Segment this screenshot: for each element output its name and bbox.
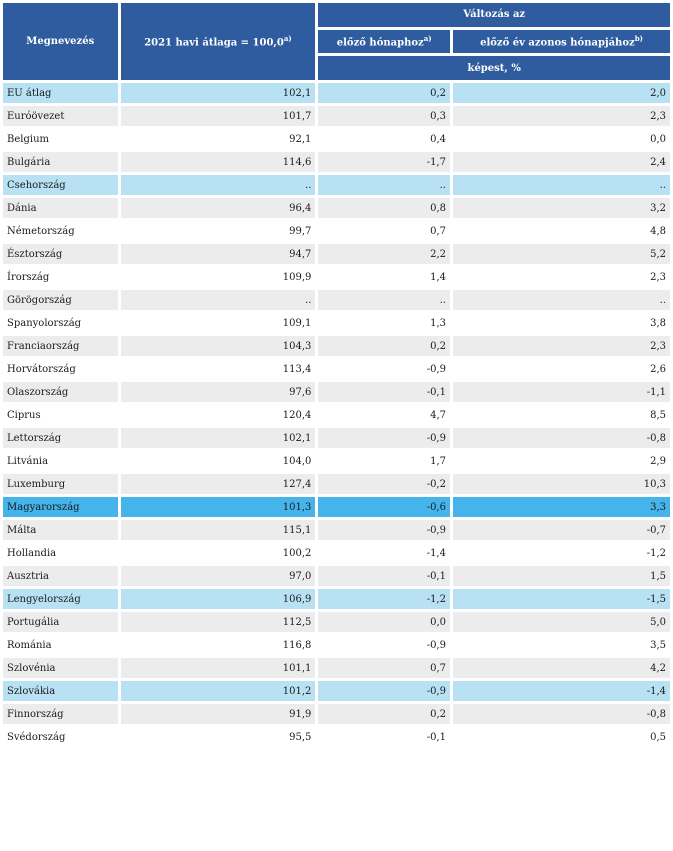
header-prev-year <box>453 30 670 54</box>
table-row <box>3 589 670 609</box>
prev-month-cell: 0,7 <box>318 658 450 678</box>
country-cell: Írország <box>3 267 118 287</box>
index-cell: 91,9 <box>121 704 316 724</box>
country-cell: Németország <box>3 221 118 241</box>
prev-month-cell: 1,4 <box>318 267 450 287</box>
country-cell: Hollandia <box>3 543 118 563</box>
table-row <box>3 428 670 448</box>
prev-year-cell: 3,2 <box>453 198 670 218</box>
country-cell: Magyarország <box>3 497 118 517</box>
table-row <box>3 451 670 471</box>
index-cell: 101,1 <box>121 658 316 678</box>
prev-month-cell: -0,1 <box>318 566 450 586</box>
prev-month-cell: 0,2 <box>318 83 450 103</box>
country-cell: Luxemburg <box>3 474 118 494</box>
prev-month-cell: -1,2 <box>318 589 450 609</box>
index-cell: 96,4 <box>121 198 316 218</box>
header-index-label: 2021 havi átlaga = 100,0 <box>144 37 284 49</box>
table-row <box>3 83 670 103</box>
country-cell: Szlovákia <box>3 681 118 701</box>
table-row <box>3 359 670 379</box>
country-cell: Portugália <box>3 612 118 632</box>
index-cell: 114,6 <box>121 152 316 172</box>
prev-year-cell: 2,3 <box>453 336 670 356</box>
header-name: Megnevezés <box>3 3 118 80</box>
header-index <box>121 3 316 80</box>
table-row <box>3 474 670 494</box>
table-row <box>3 175 670 195</box>
country-cell: Litvánia <box>3 451 118 471</box>
country-cell: Görögország <box>3 290 118 310</box>
prev-month-cell: -1,7 <box>318 152 450 172</box>
prev-year-cell: 2,3 <box>453 106 670 126</box>
country-cell: Svédország <box>3 727 118 747</box>
index-cell: 115,1 <box>121 520 316 540</box>
prev-year-cell: .. <box>453 175 670 195</box>
prev-month-cell: -0,9 <box>318 428 450 448</box>
table-row <box>3 382 670 402</box>
prev-month-cell: 2,2 <box>318 244 450 264</box>
table-row <box>3 267 670 287</box>
table-row <box>3 244 670 264</box>
index-cell: 106,9 <box>121 589 316 609</box>
index-cell: 94,7 <box>121 244 316 264</box>
table-header <box>3 3 670 80</box>
index-cell: 101,3 <box>121 497 316 517</box>
country-cell: Dánia <box>3 198 118 218</box>
prev-year-cell: 0,5 <box>453 727 670 747</box>
prev-month-cell: -0,1 <box>318 382 450 402</box>
prev-month-cell: 4,7 <box>318 405 450 425</box>
prev-month-cell: .. <box>318 175 450 195</box>
index-cell: 92,1 <box>121 129 316 149</box>
header-prev-year-note: b) <box>634 34 643 44</box>
table-row <box>3 129 670 149</box>
country-cell: Finnország <box>3 704 118 724</box>
prev-year-cell: .. <box>453 290 670 310</box>
index-cell: 109,1 <box>121 313 316 333</box>
header-change-group: Változás az <box>318 3 670 27</box>
prev-year-cell: -1,2 <box>453 543 670 563</box>
country-cell: Románia <box>3 635 118 655</box>
country-cell: Málta <box>3 520 118 540</box>
prev-year-cell: -0,8 <box>453 428 670 448</box>
table-row <box>3 727 670 747</box>
table-row <box>3 635 670 655</box>
index-cell: 95,5 <box>121 727 316 747</box>
index-cell: 97,0 <box>121 566 316 586</box>
prev-month-cell: 0,2 <box>318 704 450 724</box>
table-row <box>3 520 670 540</box>
index-cell: 127,4 <box>121 474 316 494</box>
prev-month-cell: -0,9 <box>318 635 450 655</box>
prev-month-cell: 1,3 <box>318 313 450 333</box>
prev-year-cell: 5,0 <box>453 612 670 632</box>
prev-year-cell: 10,3 <box>453 474 670 494</box>
table-row <box>3 221 670 241</box>
header-prev-month-label: előző hónaphoz <box>336 37 424 49</box>
table-row <box>3 658 670 678</box>
prev-year-cell: 8,5 <box>453 405 670 425</box>
country-cell: Franciaország <box>3 336 118 356</box>
country-cell: Spanyolország <box>3 313 118 333</box>
prev-month-cell: 0,4 <box>318 129 450 149</box>
table-row <box>3 106 670 126</box>
prev-year-cell: 2,6 <box>453 359 670 379</box>
prev-year-cell: 3,3 <box>453 497 670 517</box>
country-cell: Észtország <box>3 244 118 264</box>
prev-month-cell: -0,9 <box>318 359 450 379</box>
index-cell: 102,1 <box>121 428 316 448</box>
table-body <box>3 83 670 747</box>
prev-year-cell: 2,0 <box>453 83 670 103</box>
index-cell: 102,1 <box>121 83 316 103</box>
table-row <box>3 612 670 632</box>
prev-month-cell: 0,0 <box>318 612 450 632</box>
header-prev-year-label: előző év azonos hónapjához <box>480 37 635 49</box>
prev-year-cell: -1,1 <box>453 382 670 402</box>
prev-year-cell: -1,4 <box>453 681 670 701</box>
prev-month-cell: -0,9 <box>318 681 450 701</box>
index-cell: 112,5 <box>121 612 316 632</box>
index-cell: 113,4 <box>121 359 316 379</box>
prev-month-cell: -0,2 <box>318 474 450 494</box>
index-cell: 100,2 <box>121 543 316 563</box>
country-cell: Bulgária <box>3 152 118 172</box>
header-prev-month-note: a) <box>423 34 432 44</box>
country-cell: EU átlag <box>3 83 118 103</box>
table-row <box>3 152 670 172</box>
index-cell: .. <box>121 175 316 195</box>
prev-year-cell: 0,0 <box>453 129 670 149</box>
table-row <box>3 497 670 517</box>
index-cell: 104,0 <box>121 451 316 471</box>
prev-year-cell: 3,8 <box>453 313 670 333</box>
header-prev-month <box>318 30 450 54</box>
table-row <box>3 336 670 356</box>
prev-year-cell: 3,5 <box>453 635 670 655</box>
index-cell: 109,9 <box>121 267 316 287</box>
country-cell: Belgium <box>3 129 118 149</box>
index-cell: 120,4 <box>121 405 316 425</box>
prev-month-cell: 1,7 <box>318 451 450 471</box>
table-row <box>3 313 670 333</box>
index-cell: .. <box>121 290 316 310</box>
prev-month-cell: -0,6 <box>318 497 450 517</box>
prev-month-cell: 0,7 <box>318 221 450 241</box>
table-row <box>3 681 670 701</box>
index-cell: 101,2 <box>121 681 316 701</box>
country-cell: Horvátország <box>3 359 118 379</box>
prev-year-cell: 2,4 <box>453 152 670 172</box>
prev-month-cell: -0,9 <box>318 520 450 540</box>
prev-year-cell: -0,8 <box>453 704 670 724</box>
prev-year-cell: 4,8 <box>453 221 670 241</box>
prev-month-cell: -0,1 <box>318 727 450 747</box>
prev-year-cell: -1,5 <box>453 589 670 609</box>
prev-year-cell: 2,9 <box>453 451 670 471</box>
prev-month-cell: .. <box>318 290 450 310</box>
country-cell: Lettország <box>3 428 118 448</box>
country-cell: Szlovénia <box>3 658 118 678</box>
index-cell: 101,7 <box>121 106 316 126</box>
prev-month-cell: -1,4 <box>318 543 450 563</box>
country-cell: Csehország <box>3 175 118 195</box>
table-row <box>3 704 670 724</box>
prev-year-cell: 5,2 <box>453 244 670 264</box>
header-index-note: a) <box>283 34 292 44</box>
table-row <box>3 198 670 218</box>
country-cell: Lengyelország <box>3 589 118 609</box>
table-row <box>3 405 670 425</box>
index-cell: 116,8 <box>121 635 316 655</box>
prev-month-cell: 0,3 <box>318 106 450 126</box>
table-row <box>3 290 670 310</box>
prev-year-cell: 2,3 <box>453 267 670 287</box>
table-row <box>3 543 670 563</box>
prev-year-cell: 1,5 <box>453 566 670 586</box>
index-cell: 97,6 <box>121 382 316 402</box>
prev-month-cell: 0,2 <box>318 336 450 356</box>
prev-year-cell: 4,2 <box>453 658 670 678</box>
index-cell: 99,7 <box>121 221 316 241</box>
prev-month-cell: 0,8 <box>318 198 450 218</box>
index-cell: 104,3 <box>121 336 316 356</box>
header-unit: képest, % <box>318 56 670 80</box>
country-cell: Ciprus <box>3 405 118 425</box>
table-row <box>3 566 670 586</box>
country-cell: Olaszország <box>3 382 118 402</box>
prev-year-cell: -0,7 <box>453 520 670 540</box>
country-cell: Ausztria <box>3 566 118 586</box>
country-cell: Euróövezet <box>3 106 118 126</box>
